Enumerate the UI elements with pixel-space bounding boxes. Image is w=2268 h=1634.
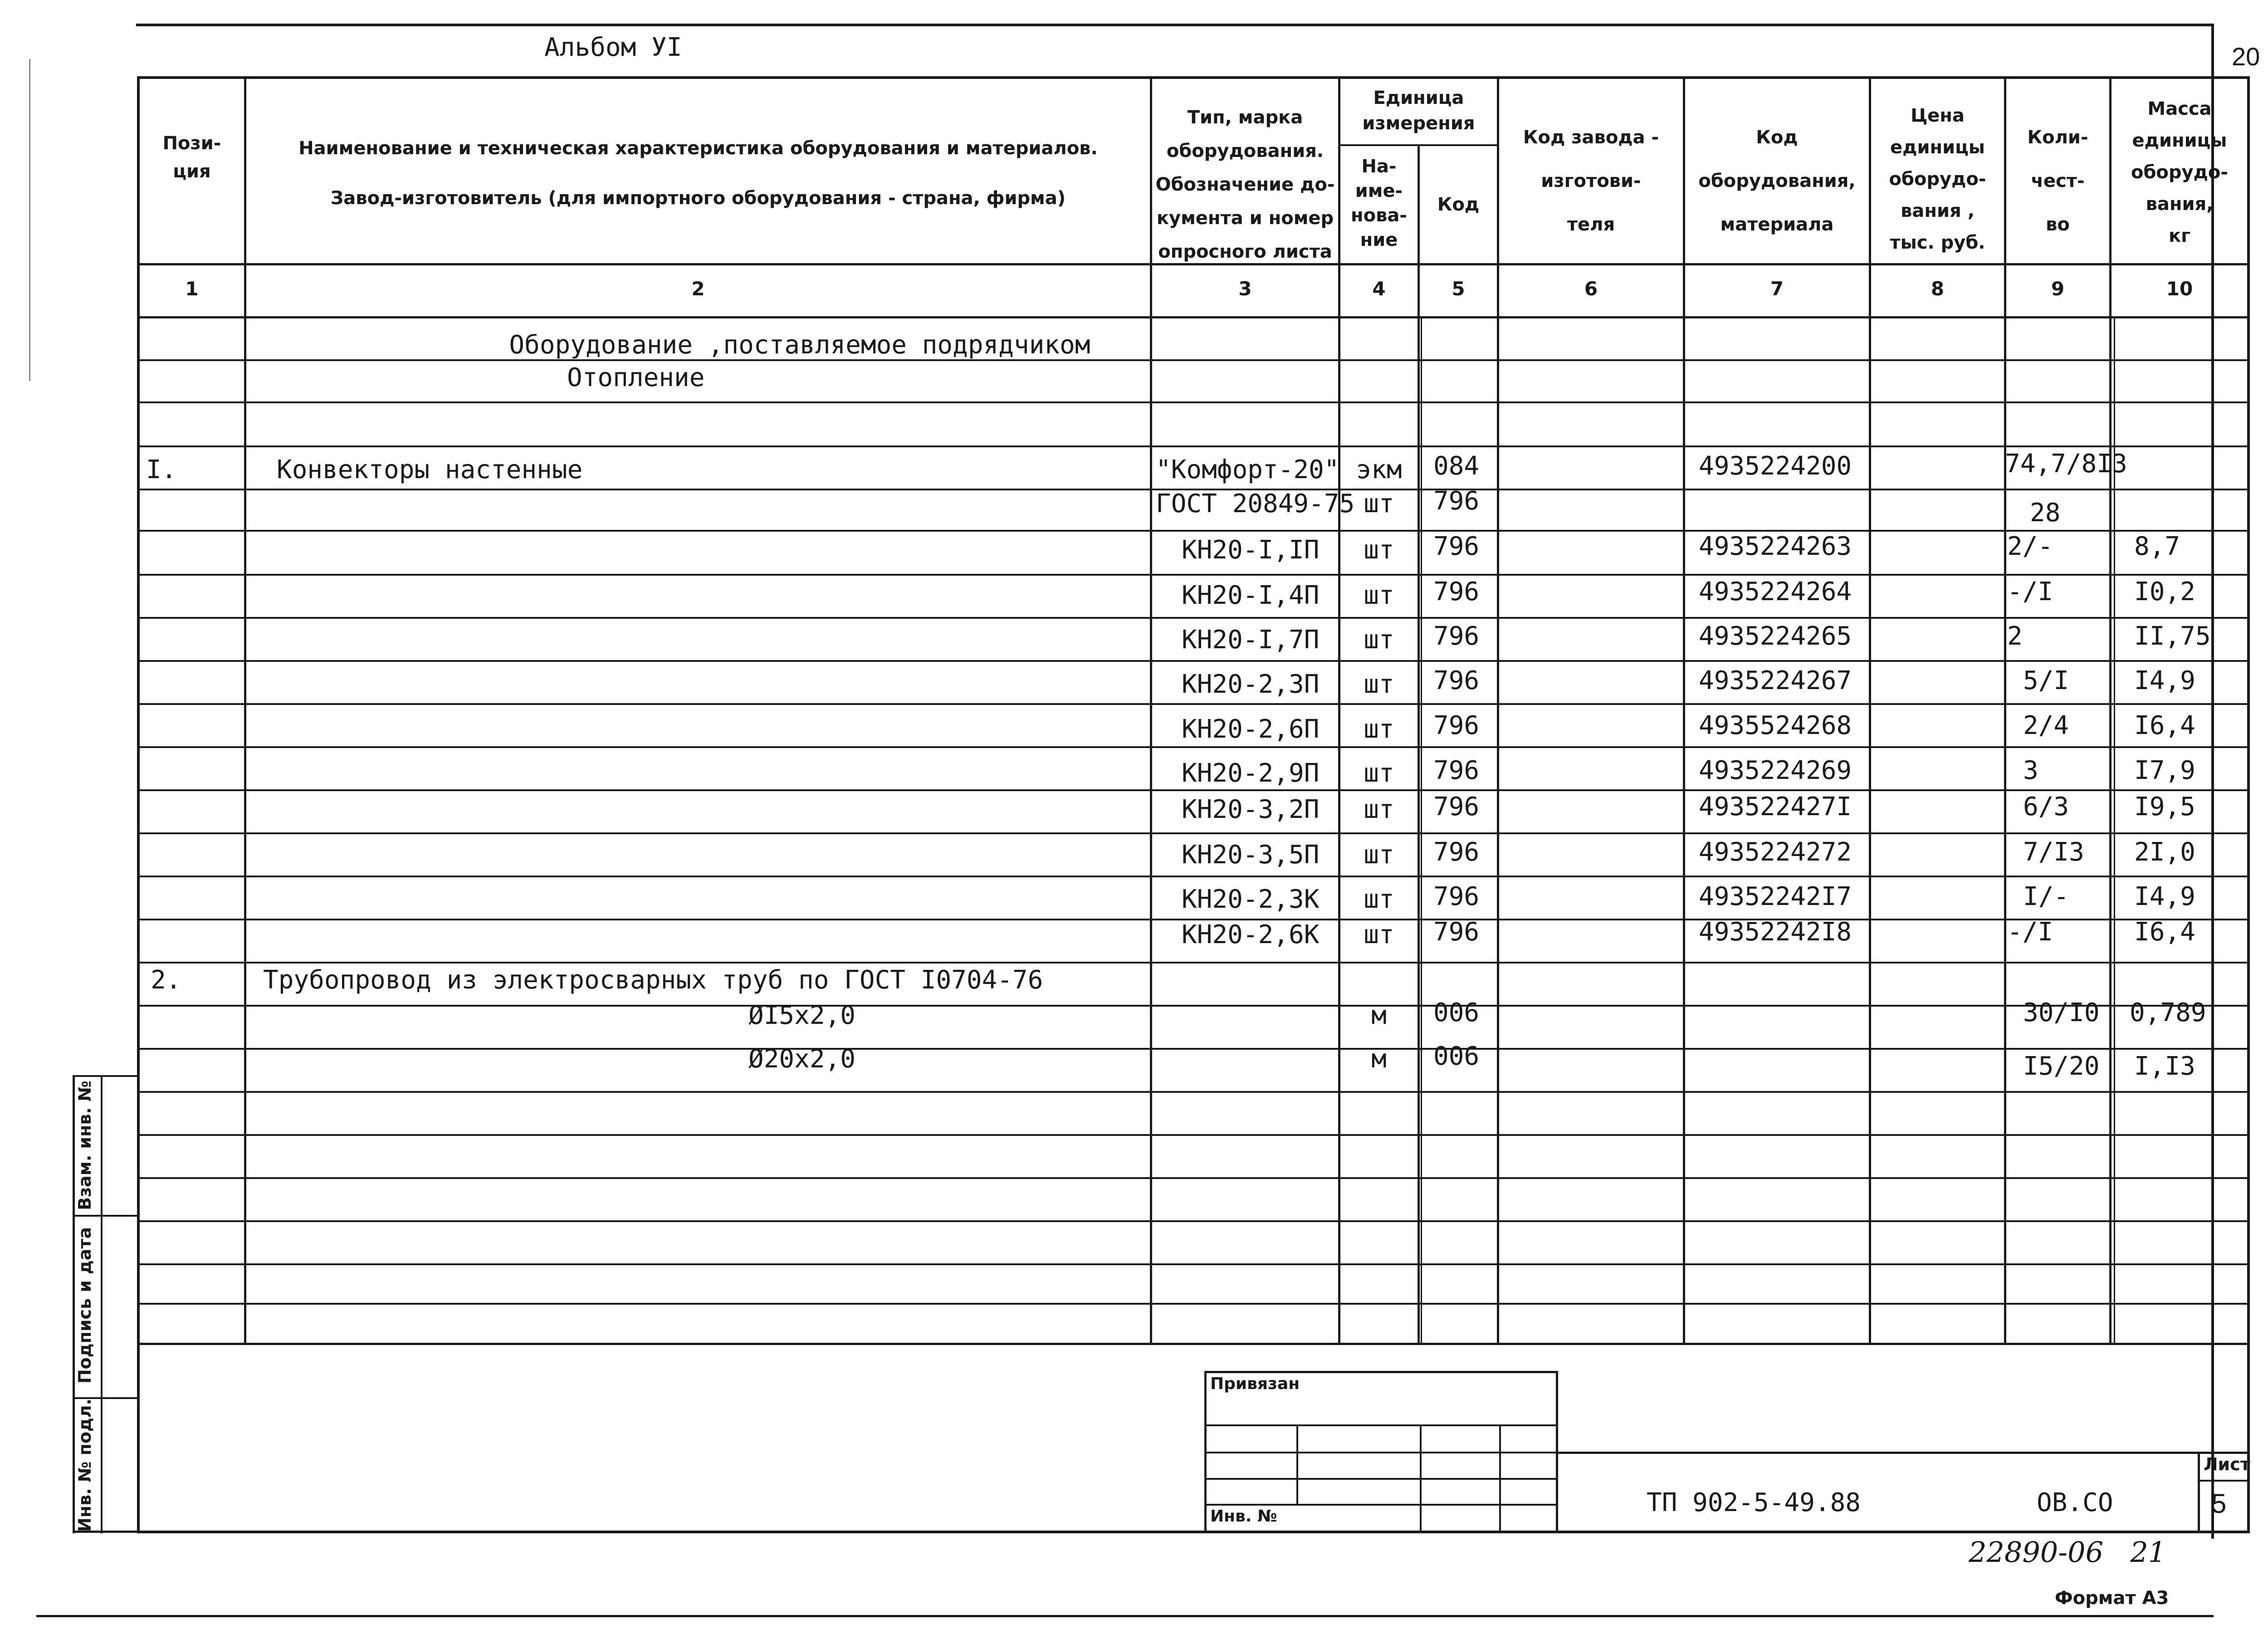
table-row-unit-code: 796 bbox=[1433, 882, 1480, 911]
table-row-qty: 2 bbox=[2007, 621, 2023, 651]
table-row-name: Ø20х2,0 bbox=[748, 1044, 856, 1074]
col-header-name-l2: Завод-изготовитель (для импортного оборудования - страна, фирма) bbox=[330, 188, 1066, 209]
stamp-sign-date: Подпись и дата bbox=[75, 1227, 95, 1384]
table-row-qty: 30/I0 bbox=[2023, 998, 2100, 1027]
table-bottom bbox=[137, 1531, 2250, 1533]
table-row-mass: I4,9 bbox=[2134, 882, 2195, 911]
table-row-unit-name: м bbox=[1371, 1001, 1387, 1030]
row-line bbox=[137, 445, 2250, 447]
page-corner-number: 20 bbox=[2232, 42, 2260, 71]
table-row-qty: 2/- bbox=[2007, 532, 2053, 561]
col-header-equip-code-l3: материала bbox=[1720, 214, 1834, 235]
table-row-qty: 6/3 bbox=[2023, 792, 2069, 822]
col-header-plant-code-l2: изготови- bbox=[1541, 171, 1641, 191]
table-row-unit-name: шт bbox=[1364, 840, 1394, 870]
stamp-top bbox=[73, 1075, 140, 1077]
col-line-5 bbox=[1497, 76, 1499, 1344]
tb-box-v2 bbox=[1420, 1424, 1422, 1533]
table-row-unit-name: шт bbox=[1364, 885, 1394, 914]
col-number-1: 1 bbox=[185, 278, 199, 300]
col-number-2: 2 bbox=[691, 278, 705, 300]
table-row-unit-name: шт bbox=[1364, 489, 1394, 519]
row-line bbox=[137, 530, 2250, 532]
table-row-equip-code: 4935224263 bbox=[1699, 532, 1852, 561]
row-line bbox=[137, 401, 2250, 403]
col-header-unit-code: Код bbox=[1437, 194, 1480, 215]
col-header-mass-l3: оборудо- bbox=[2131, 162, 2228, 183]
table-row-equip-code: 4935224200 bbox=[1699, 451, 1852, 481]
col-header-position-l1: Пози- bbox=[162, 133, 221, 154]
table-row-equip-code: 49352242I8 bbox=[1699, 917, 1852, 947]
col-header-plant-code-l3: теля bbox=[1567, 214, 1615, 235]
row-line bbox=[137, 617, 2250, 619]
table-row-equip-code: 4935224272 bbox=[1699, 837, 1852, 867]
table-row-unit-name: экм bbox=[1356, 455, 1402, 484]
col-header-qty bbox=[2006, 116, 2109, 246]
table-row-unit-name: шт bbox=[1364, 670, 1394, 699]
col-line-7 bbox=[1869, 76, 1871, 1344]
table-row-type: КН20-2,3П bbox=[1182, 670, 1320, 699]
col-header-qty-l1: Коли- bbox=[2027, 127, 2088, 148]
col-number-10: 10 bbox=[2166, 278, 2193, 300]
table-row-unit-code: 006 bbox=[1433, 1042, 1480, 1071]
row-line bbox=[137, 1091, 2250, 1093]
table-row-type: КН20-2,9П bbox=[1182, 758, 1320, 788]
table-row-unit-code: 796 bbox=[1433, 486, 1480, 516]
table-row-qty: -/I bbox=[2007, 917, 2053, 947]
table-row-unit-code: 796 bbox=[1433, 711, 1480, 740]
table-row-unit-name: шт bbox=[1364, 535, 1394, 565]
tb-box-h2 bbox=[1204, 1452, 1558, 1453]
body-bottom bbox=[137, 1343, 2250, 1345]
table-row-type: ГОСТ 20849-75 bbox=[1156, 489, 1355, 519]
col-header-qty-l3: во bbox=[2046, 214, 2070, 235]
tb-inv-no: Инв. № bbox=[1210, 1507, 1277, 1526]
col-header-mass-l1: Масса bbox=[2147, 98, 2212, 119]
row-line bbox=[137, 746, 2250, 748]
album-label: Альбом УI bbox=[544, 33, 682, 62]
table-row-mass: I6,4 bbox=[2134, 711, 2195, 740]
table-row-type: КН20-I,7П bbox=[1182, 625, 1320, 655]
col-header-name bbox=[246, 123, 1150, 223]
table-row-equip-code: 4935224267 bbox=[1699, 666, 1852, 695]
table-row-equip-code: 4935224265 bbox=[1699, 621, 1852, 651]
col-header-mass bbox=[2112, 93, 2248, 252]
stamp-inv-podl: Инв. № подл. bbox=[75, 1398, 95, 1532]
row-line bbox=[137, 1005, 2250, 1007]
tb-sheet-left bbox=[2198, 1452, 2200, 1533]
table-row-type: КН20-3,5П bbox=[1182, 840, 1320, 870]
table-row-qty: 3 bbox=[2023, 756, 2038, 785]
col-header-qty-l2: чест- bbox=[2031, 171, 2085, 191]
col-header-price-l3: оборудо- bbox=[1889, 169, 1986, 190]
col-header-unit-name-l2: име- bbox=[1355, 181, 1403, 201]
table-row-type: КН20-3,2П bbox=[1182, 795, 1320, 824]
table-row-unit-name: шт bbox=[1364, 714, 1394, 744]
section-title-heating: Отопление bbox=[567, 363, 705, 392]
col-header-type-l4: кумента и номер bbox=[1156, 208, 1334, 229]
tb-box-h1 bbox=[1204, 1424, 1558, 1426]
table-row-mass: I9,5 bbox=[2134, 792, 2195, 822]
col-header-equip-code bbox=[1685, 116, 1869, 246]
col-header-unit-name bbox=[1340, 154, 1418, 252]
table-row-mass: I,I3 bbox=[2134, 1052, 2195, 1081]
col-header-equip-code-l1: Код bbox=[1756, 127, 1798, 148]
table-row-unit-code: 084 bbox=[1433, 451, 1480, 481]
col-header-position bbox=[140, 129, 244, 186]
tb-sheet-mid bbox=[2198, 1480, 2250, 1482]
table-row-qty: 7/I3 bbox=[2023, 837, 2084, 867]
col-header-plant-code-l1: Код завода - bbox=[1523, 127, 1659, 148]
table-row-unit-name: шт bbox=[1364, 920, 1394, 949]
table-row-unit-code: 796 bbox=[1433, 837, 1480, 867]
table-row-mass: I6,4 bbox=[2134, 917, 2195, 947]
col-header-type-l3: Обозначение до- bbox=[1155, 174, 1335, 195]
frame-bottom bbox=[36, 1615, 2214, 1617]
col-header-position-l2: ция bbox=[173, 161, 211, 182]
col-header-price-l4: вания , bbox=[1901, 201, 1975, 221]
row-line bbox=[137, 832, 2250, 834]
left-margin-tick bbox=[29, 59, 30, 381]
table-row-unit-code: 006 bbox=[1433, 998, 1480, 1027]
table-row-unit-code: 796 bbox=[1433, 792, 1480, 822]
table-row-qty: 5/I bbox=[2023, 666, 2069, 695]
table-row-qty: 74,7/8I3 bbox=[2005, 449, 2127, 479]
table-row-name: Конвекторы настенные bbox=[277, 455, 583, 484]
table-row-unit-name: шт bbox=[1364, 625, 1394, 655]
col-header-price-l2: единицы bbox=[1890, 137, 1985, 158]
table-top bbox=[137, 76, 2247, 79]
section-title-equipment: Оборудование ,поставляемое подрядчиком bbox=[509, 330, 1090, 360]
col-number-9: 9 bbox=[2051, 278, 2065, 300]
table-row-pos: 2. bbox=[151, 965, 181, 995]
table-row-qty: I5/20 bbox=[2023, 1052, 2100, 1081]
col-header-type bbox=[1152, 101, 1338, 269]
table-row-type: КН20-2,3К bbox=[1182, 885, 1320, 914]
stamp-inv-zam: Взам. инв. № bbox=[75, 1081, 95, 1210]
col-header-equip-code-l2: оборудования, bbox=[1698, 171, 1856, 191]
table-row-mass: 2I,0 bbox=[2134, 837, 2195, 867]
table-row-unit-code: 796 bbox=[1433, 621, 1480, 651]
col-header-unit-l2: измерения bbox=[1362, 113, 1475, 134]
table-row-qty: I/- bbox=[2023, 882, 2069, 911]
table-row-mass: II,75 bbox=[2134, 621, 2211, 651]
col-header-price-l5: тыс. руб. bbox=[1890, 232, 1985, 253]
table-row-type: КН20-2,6К bbox=[1182, 920, 1320, 949]
table-row-unit-code: 796 bbox=[1433, 917, 1480, 947]
tb-sheet-number: 5 bbox=[2211, 1488, 2227, 1519]
table-row-unit-code: 796 bbox=[1433, 577, 1480, 607]
col-number-8: 8 bbox=[1931, 278, 1945, 300]
row-line bbox=[137, 1177, 2250, 1179]
tb-main-top bbox=[1556, 1452, 2250, 1454]
tb-box-v3 bbox=[1499, 1424, 1501, 1533]
row-line bbox=[137, 1303, 2250, 1305]
col-number-7: 7 bbox=[1770, 278, 1784, 300]
col-header-type-l1: Тип, марка bbox=[1187, 107, 1303, 128]
table-row-unit-code: 796 bbox=[1433, 756, 1480, 785]
col-header-unit-name-l1: На- bbox=[1361, 156, 1397, 177]
col-header-unit-name-l3: нова- bbox=[1350, 205, 1408, 226]
table-row-name: ØI5х2,0 bbox=[748, 1001, 856, 1030]
row-line bbox=[137, 1263, 2250, 1265]
tb-sheet-label: Лист bbox=[2204, 1454, 2250, 1474]
table-row-equip-code: 4935524268 bbox=[1699, 711, 1852, 740]
table-row-type: КН20-I,IП bbox=[1182, 535, 1320, 565]
stamp-mid bbox=[101, 1075, 103, 1533]
table-row-qty: -/I bbox=[2007, 577, 2053, 607]
col-header-unit bbox=[1340, 85, 1497, 136]
tb-box-top bbox=[1204, 1371, 1558, 1373]
col-line-9 bbox=[2109, 76, 2112, 1344]
tb-box-h3 bbox=[1204, 1478, 1558, 1480]
row-line bbox=[137, 876, 2250, 877]
row-line bbox=[137, 789, 2250, 791]
tb-privyazan: Привязан bbox=[1210, 1375, 1300, 1393]
col-line-8 bbox=[2004, 76, 2006, 1344]
table-row-pos: I. bbox=[146, 455, 177, 484]
table-row-qty: 28 bbox=[2030, 498, 2061, 528]
col-header-price bbox=[1871, 100, 2004, 259]
table-row-type: "Комфорт-20" bbox=[1156, 455, 1339, 484]
table-row-equip-code: 49352242I7 bbox=[1699, 882, 1852, 911]
table-row-equip-code: 4935224269 bbox=[1699, 756, 1852, 785]
tb-box-h4 bbox=[1204, 1504, 1558, 1506]
col-line-1 bbox=[244, 76, 246, 1344]
tb-mark: ОВ.СО bbox=[2037, 1488, 2113, 1517]
tb-doc-code: ТП 902-5-49.88 bbox=[1647, 1488, 1861, 1517]
table-row-mass: I7,9 bbox=[2134, 756, 2195, 785]
col-line-3 bbox=[1338, 76, 1340, 1344]
col-header-mass-l4: вания, bbox=[2146, 194, 2214, 215]
row-line bbox=[137, 703, 2250, 705]
col-number-3: 3 bbox=[1238, 278, 1252, 300]
handwritten-number: 22890-06 21 bbox=[1969, 1536, 2166, 1569]
row-line bbox=[137, 962, 2250, 964]
table-row-unit-name: м bbox=[1371, 1044, 1387, 1074]
table-row-mass: I0,2 bbox=[2134, 577, 2195, 607]
col-line-4b bbox=[1421, 318, 1422, 1344]
col-number-4: 4 bbox=[1372, 278, 1386, 300]
col-header-type-l2: оборудования. bbox=[1166, 141, 1324, 161]
table-row-unit-name: шт bbox=[1364, 795, 1394, 824]
table-row-mass: 0,789 bbox=[2130, 998, 2206, 1027]
col-number-5: 5 bbox=[1452, 278, 1465, 300]
col-number-6: 6 bbox=[1584, 278, 1598, 300]
table-row-unit-name: шт bbox=[1364, 758, 1394, 788]
row-line bbox=[137, 574, 2250, 576]
table-row-name: Трубопровод из электросварных труб по ГОСТ I0704-76 bbox=[263, 965, 1043, 995]
table-row-mass: I4,9 bbox=[2134, 666, 2195, 695]
row-line bbox=[137, 1220, 2250, 1222]
col-header-name-l1: Наименование и техническая характеристика оборудования и материалов. bbox=[298, 138, 1098, 159]
col-header-price-l1: Цена bbox=[1911, 105, 1965, 126]
row-line bbox=[137, 1048, 2250, 1050]
col-header-mass-l2: единицы bbox=[2132, 130, 2227, 151]
stamp-split-1 bbox=[73, 1215, 140, 1217]
row-line bbox=[137, 660, 2250, 662]
col-header-unit-l1: Единица bbox=[1373, 88, 1464, 108]
col-header-type-l5: опросного листа bbox=[1158, 241, 1332, 262]
table-row-qty: 2/4 bbox=[2023, 711, 2069, 740]
col-header-unit-name-l4: ние bbox=[1360, 230, 1398, 250]
table-row-type: КН20-I,4П bbox=[1182, 581, 1320, 610]
col-header-mass-l5: кг bbox=[2168, 225, 2191, 246]
tb-box-v1 bbox=[1296, 1424, 1298, 1504]
table-row-unit-name: шт bbox=[1364, 581, 1394, 610]
table-row-equip-code: 4935224264 bbox=[1699, 577, 1852, 607]
table-row-equip-code: 493522427I bbox=[1699, 792, 1852, 822]
header-line-2 bbox=[137, 316, 2250, 318]
format-label: Формат А3 bbox=[2055, 1588, 2169, 1609]
col-line-4 bbox=[1418, 144, 1420, 1344]
table-row-type: КН20-2,6П bbox=[1182, 714, 1320, 744]
table-row-unit-code: 796 bbox=[1433, 666, 1480, 695]
table-row-unit-code: 796 bbox=[1433, 532, 1480, 561]
frame-top bbox=[136, 24, 2214, 26]
row-line bbox=[137, 1134, 2250, 1136]
col-line-6 bbox=[1683, 76, 1685, 1344]
table-row-mass: 8,7 bbox=[2134, 532, 2180, 561]
col-header-plant-code bbox=[1499, 116, 1683, 246]
